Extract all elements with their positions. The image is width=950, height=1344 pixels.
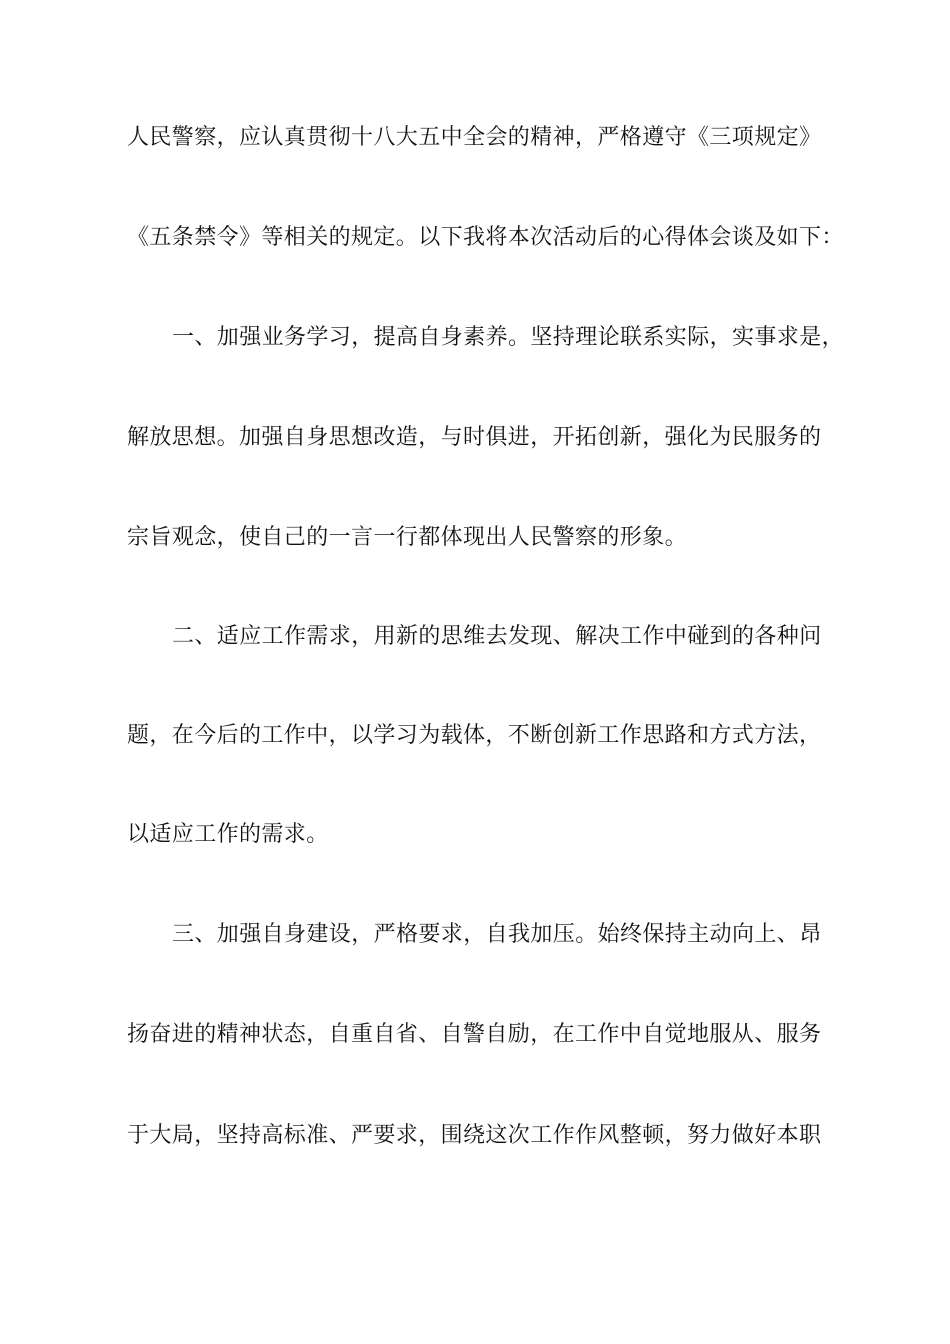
- paragraph-3-line-3: 于大局，坚持高标准、严要求，围绕这次工作作风整顿，努力做好本职: [127, 1123, 822, 1148]
- paragraph-1-line-2: 解放思想。加强自身思想改造，与时俱进，开拓创新，强化为民服务的: [127, 425, 822, 450]
- text-line-1: 人民警察，应认真贯彻十八大五中全会的精神，严格遵守《三项规定》: [127, 125, 822, 150]
- paragraph-3-line-2: 扬奋进的精神状态，自重自省、自警自励，在工作中自觉地服从、服务: [127, 1022, 822, 1047]
- paragraph-1-line-1: 一、加强业务学习，提高自身素养。坚持理论联系实际，实事求是，: [172, 325, 845, 350]
- paragraph-2-line-2: 题，在今后的工作中，以学习为载体，不断创新工作思路和方式方法，: [127, 723, 822, 748]
- paragraph-2-line-1: 二、适应工作需求，用新的思维去发现、解决工作中碰到的各种问: [172, 624, 822, 649]
- paragraph-3-line-1: 三、加强自身建设，严格要求，自我加压。始终保持主动向上、昂: [172, 922, 822, 947]
- paragraph-1-line-3: 宗旨观念，使自己的一言一行都体现出人民警察的形象。: [127, 525, 688, 550]
- text-line-2: 《五条禁令》等相关的规定。以下我将本次活动后的心得体会谈及如下：: [127, 225, 844, 250]
- paragraph-2-line-3: 以适应工作的需求。: [127, 822, 329, 847]
